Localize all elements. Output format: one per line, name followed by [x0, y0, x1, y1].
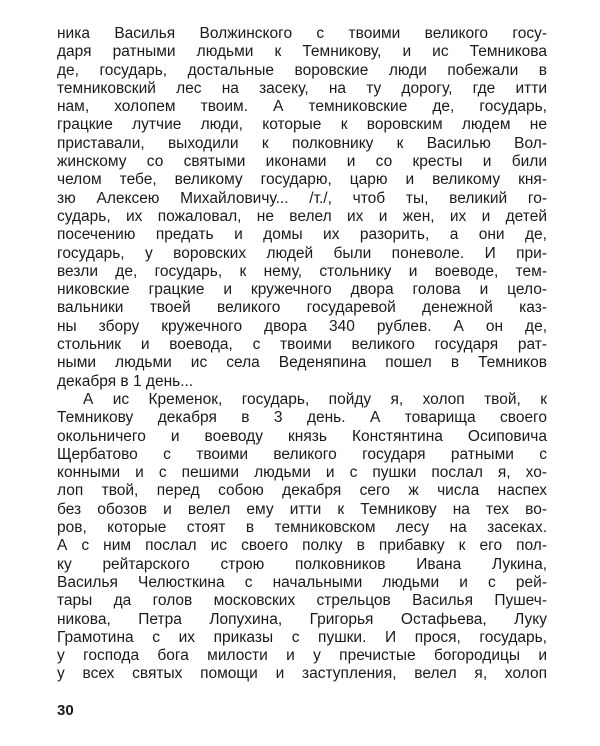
text-line: сударь, их пожаловал, не велел их и жен, их и детей [57, 207, 547, 225]
text-line: Грамотина с их приказы с пушки. И прося, государь, [57, 628, 547, 646]
text-line: ку рейтарского строю полковников Ивана Лукина, [57, 555, 547, 573]
text-line: государь, у воровских людей были поневоле. И при- [57, 244, 547, 262]
text-line: челом тебе, великому государю, царю и великому кня- [57, 171, 547, 189]
text-line: ны збору кружечного двора 340 рублев. А он де, [57, 317, 547, 335]
text-line: лоп твой, перед собою декабря сего ж числа наспех [57, 482, 547, 500]
text-line: приставали, выходили к полковнику к Василью Вол- [57, 134, 547, 152]
text-line: стольник и воевода, с твоими великого государя рат- [57, 336, 547, 354]
page-number: 30 [57, 702, 74, 719]
text-line: даря ратными людьми к Темникову, и ис Темникова [57, 43, 547, 61]
text-line: тары да голов московских стрельцов Василья Пушеч- [57, 592, 547, 610]
text-line: жинскому со святыми иконами и со кресты и били [57, 153, 547, 171]
text-line: грацкие лутчие люди, которые к воровским людем не [57, 116, 547, 134]
text-line: темниковский лес на засеку, на ту дорогу, где итти [57, 79, 547, 97]
text-line: Темникову декабря в 3 день. А товарища своего [57, 409, 547, 427]
text-line: никовские грацкие и кружечного двора голова и цело- [57, 281, 547, 299]
text-line: Василья Челюсткина с начальными людьми и с рей- [57, 573, 547, 591]
text-line: зю Алексею Михайловичу... /т./, чтоб ты, великий го- [57, 189, 547, 207]
text-line: вальники твоей великого государевой денежной каз- [57, 299, 547, 317]
text-line: везли де, государь, к нему, стольнику и воеводе, тем- [57, 262, 547, 280]
text-line: декабря в 1 день... [57, 372, 194, 390]
text-line: без обозов и велел ему итти к Темникову на тех во- [57, 500, 547, 518]
text-line: де, государь, достальные воровские люди побежали в [57, 61, 547, 79]
text-line: у господа бога милости и у пречистые богородицы и [57, 647, 547, 665]
text-line: никова, Петра Лопухина, Григорья Остафьева, Луку [57, 610, 547, 628]
text-line: А ис Кременок, государь, пойду я, холоп твой, к [83, 390, 547, 408]
text-line: ными людьми ис села Веденяпина пошел в Темников [57, 354, 547, 372]
text-line: окольничего и воеводу князь Констянтина Осиповича [57, 427, 547, 445]
text-line: нам, холопем твоим. А темниковские де, государь, [57, 98, 547, 116]
text-line: посечению предать и домы их разорить, а они де, [57, 226, 547, 244]
text-line: А с ним послал ис своего полку в прибавку к его пол- [57, 537, 547, 555]
text-line: ров, которые стоят в темниковском лесу на засеках. [57, 519, 547, 537]
text-line: Щербатово с твоими великого государя ратными с [57, 445, 547, 463]
document-body [57, 25, 547, 684]
text-line: у всех святых помощи и заступления, велел я, холоп [57, 665, 547, 683]
text-line: ника Василья Волжинского с твоими великого госу- [57, 25, 547, 42]
text-line: конными и с пешими людьми и с пушки послал я, хо- [57, 464, 547, 482]
